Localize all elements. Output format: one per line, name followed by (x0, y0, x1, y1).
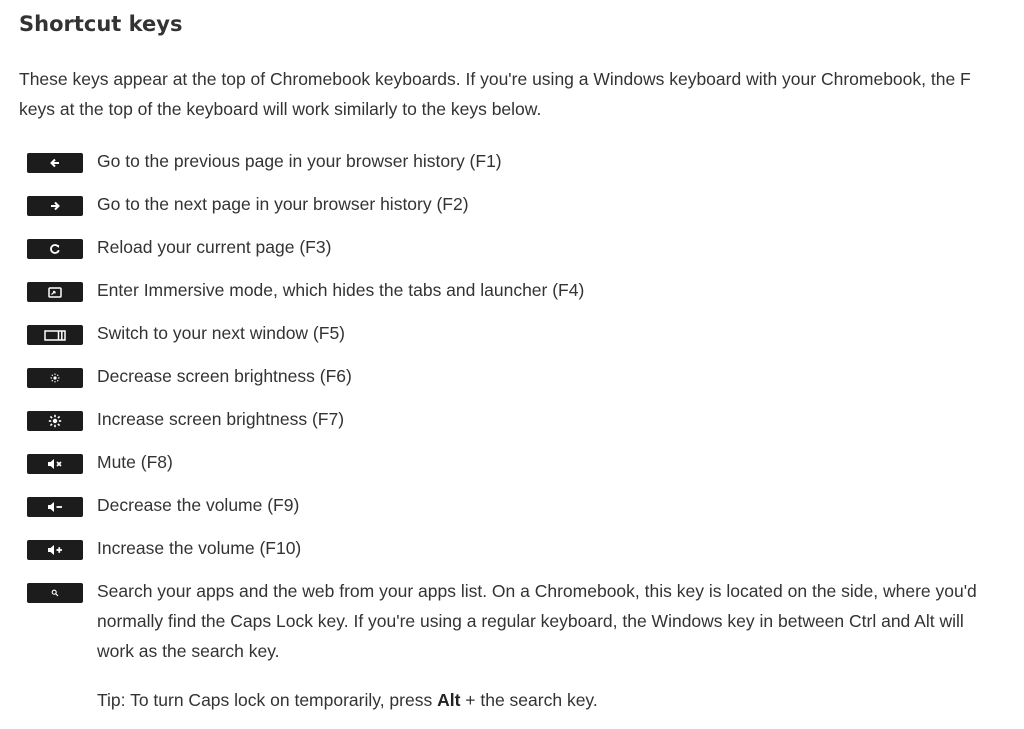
shortcut-description: Search your apps and the web from your apps list. On a Chromebook, this key is located on the side, where you'd normally find the Caps Lock key. If you're using a regular keyboard, the Windows key in between Ctrl and Alt will work as the search key. (97, 581, 977, 661)
brightness-up-icon (48, 414, 62, 428)
fullscreen-key (27, 282, 83, 302)
volume-up-key (27, 540, 83, 560)
shortcut-description: Decrease the volume (F9) (97, 495, 300, 515)
brightness-up-key (27, 411, 83, 431)
shortcut-description: Increase the volume (F10) (97, 538, 302, 558)
back-key (27, 153, 83, 173)
tip-suffix: + the search key. (460, 690, 598, 710)
mute-key (27, 454, 83, 474)
shortcut-description: Switch to your next window (F5) (97, 323, 346, 343)
shortcut-description: Decrease screen brightness (F6) (97, 366, 352, 386)
fullscreen-icon (48, 287, 62, 298)
search-key (27, 583, 83, 603)
switch-window-icon (44, 330, 66, 341)
shortcut-description: Reload your current page (F3) (97, 237, 332, 257)
mute-icon (47, 458, 63, 470)
shortcut-description: Mute (F8) (97, 452, 173, 472)
tip-key: Alt (437, 690, 461, 710)
switch-window-key (27, 325, 83, 345)
volume-up-icon (47, 544, 63, 556)
volume-down-icon (47, 501, 63, 513)
shortcut-description: Go to the next page in your browser history (F2) (97, 194, 469, 214)
back-arrow-icon (48, 157, 62, 169)
reload-key (27, 239, 83, 259)
reload-icon (49, 243, 61, 255)
intro-paragraph: These keys appear at the top of Chromebook keyboards. If you're using a Windows keyboard with your Chromebook, the F keys at the top of the keyboard will work similarly to the keys below. (19, 69, 971, 119)
page-title: Shortcut keys (19, 12, 183, 36)
brightness-down-icon (49, 372, 61, 384)
tip-prefix: Tip: To turn Caps lock on temporarily, press (97, 690, 438, 710)
brightness-down-key (27, 368, 83, 388)
shortcut-description: Increase screen brightness (F7) (97, 409, 345, 429)
tip-text (97, 685, 598, 715)
shortcut-description: Enter Immersive mode, which hides the tabs and launcher (F4) (97, 280, 585, 300)
search-icon (51, 589, 59, 597)
volume-down-key (27, 497, 83, 517)
shortcut-description: Go to the previous page in your browser history (F1) (97, 151, 502, 171)
forward-key (27, 196, 83, 216)
forward-arrow-icon (48, 200, 62, 212)
